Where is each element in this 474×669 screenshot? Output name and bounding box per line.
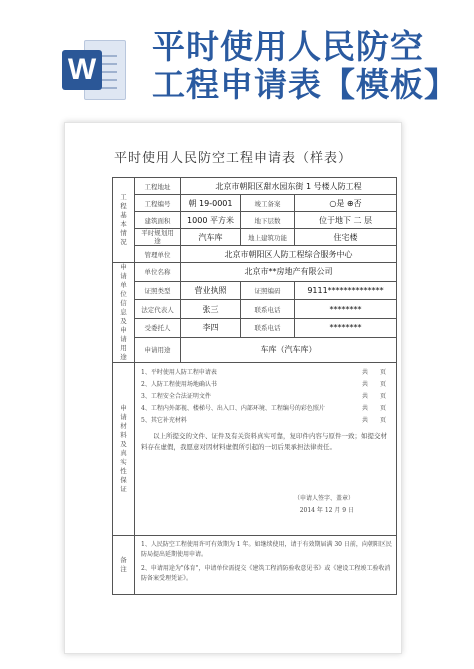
cert-type-value: 营业执照 [181,281,241,300]
planned-use-label: 平时规划用 途 [135,229,181,246]
project-number-label: 工程编号 [135,195,181,212]
application-form-table [112,177,397,595]
address-label: 工程地址 [135,178,181,195]
agent-label: 受委托人 [135,319,181,338]
authenticity-pledge: 以上所提交的文件、证件及有关资料真实可靠，复印件内容与原件一致；如提交材料存在虚假，我愿意对因材料虚假所引起的一切后果承担法律责任。 [141,432,387,451]
note-item: 2、申请用途为"体育"，申请单位需提交《建筑工程消防验收意见书》或《建设工程竣工验收消防备案受理凭证》。 [141,565,391,582]
phone-value-2: ******** [295,319,397,338]
acceptance-value: ○是 ⊕否 [295,195,397,212]
phone-label-1: 联系电话 [241,300,295,319]
material-item: 5、其它补充材料 共 页 [141,417,386,424]
materials-cell [135,363,397,536]
material-item: 2、人防工程使用场地确认书 共 页 [141,381,386,388]
planned-use-value: 汽车库 [181,229,241,246]
section-materials-label: 申 请 材 料 及 真 实 性 保 证 [113,363,135,536]
legal-rep-label: 法定代表人 [135,300,181,319]
unit-name-value: 北京市**房地产有限公司 [181,263,397,282]
material-item: 1、平时使用人防工程申请表 共 页 [141,369,386,376]
apply-use-label: 申请用途 [135,337,181,362]
floors-label: 地下层数 [241,212,295,229]
form-title: 平时使用人民防空工程申请表（样表） [113,151,352,166]
unit-name-label: 单位名称 [135,263,181,282]
manager-label: 管理单位 [135,246,181,263]
address-value: 北京市朝阳区甜水园东街 1 号楼人防工程 [181,178,397,195]
area-label: 建筑面积 [135,212,181,229]
material-item: 4、工程内外部视、楼梯号、出入口、内部环境、工程编号的彩色照片 共 页 [141,405,386,412]
manager-value: 北京市朝阳区人防工程综合服务中心 [181,246,397,263]
above-function-value: 住宅楼 [295,229,397,246]
banner [0,0,474,118]
agent-value: 李四 [181,319,241,338]
form-table-wrapper [112,177,396,595]
apply-use-value: 车库（汽车库） [181,337,397,362]
section-applicant-label: 申 请 单 位 信 息 及 申 请 用 途 [113,263,135,363]
cert-number-label: 证照编码 [241,281,295,300]
cert-type-label: 证照类型 [135,281,181,300]
signature-line: （申请人签字、盖章） [293,495,354,502]
signature-date: 2014 年 12 月 9 日 [299,507,354,514]
section-notes-label: 备 注 [113,536,135,595]
banner-title [152,27,458,104]
note-item: 1、人民防空工程使用许可有效期为 1 年。如继续使用，请于有效期届满 30 日前，向朝阳区民防局提出延期使用申请。 [141,541,392,558]
acceptance-label: 竣工备案 [241,195,295,212]
phone-value-1: ******** [295,300,397,319]
document-preview [64,122,402,654]
notes-cell [135,536,397,595]
project-number-value: 朝 19-0001 [181,195,241,212]
phone-label-2: 联系电话 [241,319,295,338]
section-project-label: 工 程 基 本 情 况 [113,178,135,263]
material-item: 3、工程安全合法证明文件 共 页 [141,393,386,400]
cert-number-value: 9111************** [295,281,397,300]
above-function-label: 地上建筑功能 [241,229,295,246]
area-value: 1000 平方米 [181,212,241,229]
banner-title-line2: 工程申请表【模板】 [152,65,458,104]
word-document-icon [62,36,128,102]
floors-value: 位于地下 二 层 [295,212,397,229]
word-logo-letter: W [62,50,102,90]
banner-title-line1: 平时使用人民防空 [152,27,424,66]
legal-rep-value: 张三 [181,300,241,319]
